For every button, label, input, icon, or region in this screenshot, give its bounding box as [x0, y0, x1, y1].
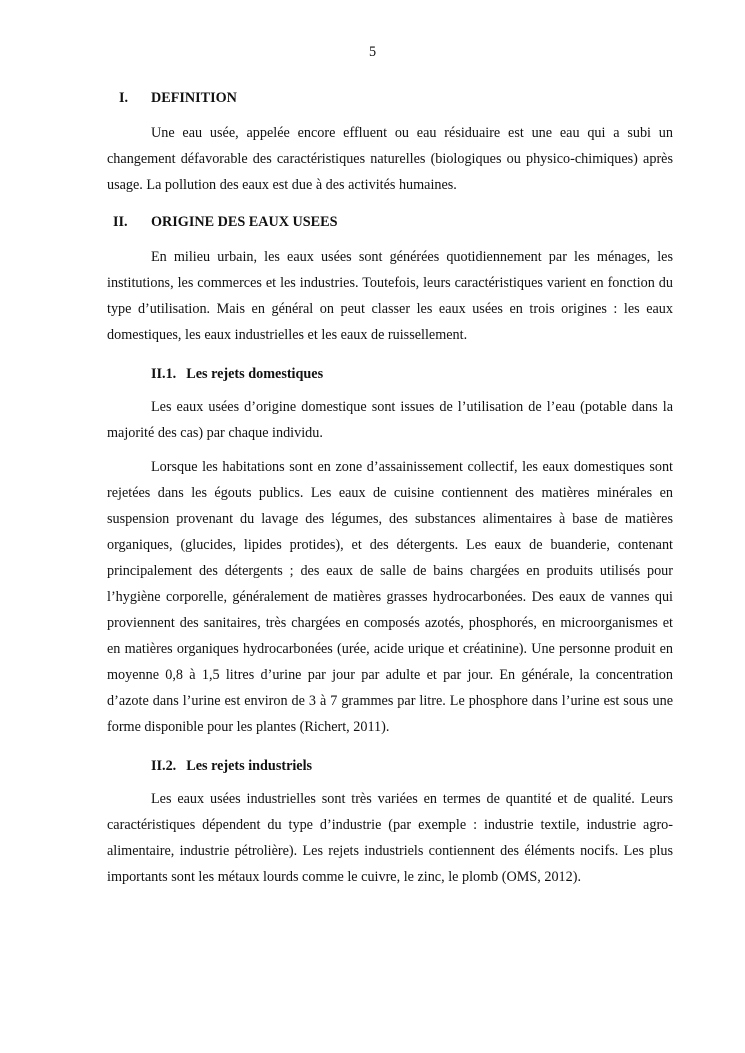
section-title: ORIGINE DES EAUX USEES: [151, 214, 338, 230]
domestiques-paragraph-1: Les eaux usées d’origine domestique sont issues de l’utilisation de l’eau (potable dans la majorité des cas) par chaque individu.: [107, 399, 673, 441]
section-heading-definition: [107, 88, 673, 108]
subsection-title: Les rejets domestiques: [186, 366, 324, 382]
definition-paragraph: Une eau usée, appelée encore effluent ou eau résiduaire est une eau qui a subi un changement défavorable des caractéristiques naturelles (biologiques ou physico-chimiques) après usage. La pollution des eaux est due à des activités humaines.: [107, 125, 673, 193]
origine-paragraph: En milieu urbain, les eaux usées sont générées quotidiennement par les ménages, les institutions, les commerces et les industries. Toutefois, leurs caractéristiques varient en fonction du type d’utilisation. Mais en général on peut classer les eaux usées en trois origines : les eaux domestiques, les eaux industrielles et les eaux de ruissellement.: [107, 249, 673, 343]
section-title: DEFINITION: [151, 90, 237, 106]
subsection-title: Les rejets industriels: [186, 758, 313, 774]
section-heading-origine: [107, 212, 673, 232]
subsection-number: II.2.: [151, 758, 177, 774]
subsection-number: II.1.: [151, 366, 177, 382]
section-number: II.: [113, 214, 128, 230]
subsection-heading-domestiques: [107, 364, 673, 384]
domestiques-paragraph-2: Lorsque les habitations sont en zone d’assainissement collectif, les eaux domestiques sont rejetées dans les égouts publics. Les eaux de cuisine contiennent des matières minérales en suspension provenant du lavage des légumes, des substances alimentaires à base de matières organiques, (glucides, lipides protides), et des détergents. Les eaux de buanderie, contenant principalement des détergents ; des eaux de salle de bains chargées en produits utilisés pour l’hygiène corporelle, généralement de matières grasses hydrocarbonées. Des eaux de vannes qui proviennent des sanitaires, très chargées en composés azotés, phosphorés, en microorganismes et en matières organiques hydrocarbonées (urée, acide urique et créatinine). Une personne produit en moyenne 0,8 à 1,5 litres d’urine par jour par adulte et par jour. En générale, la concentration d’azote dans l’urine est environ de 3 à 7 grammes par litre. Le phosphore dans l’urine est sous une forme disponible pour les plantes (Richert, 2011).: [107, 459, 673, 735]
subsection-heading-industriels: [107, 756, 673, 776]
section-number: I.: [119, 90, 129, 106]
document-body: [107, 88, 673, 890]
page-number: 5: [368, 44, 377, 60]
industriels-paragraph: Les eaux usées industrielles sont très variées en termes de quantité et de qualité. Leurs caractéristiques dépendent du type d’industrie (par exemple : industrie textile, industrie agro-alimentaire, industrie pétrolière). Les rejets industriels contiennent des éléments nocifs. Les plus importants sont les métaux lourds comme le cuivre, le zinc, le plomb (OMS, 2012).: [107, 791, 673, 885]
